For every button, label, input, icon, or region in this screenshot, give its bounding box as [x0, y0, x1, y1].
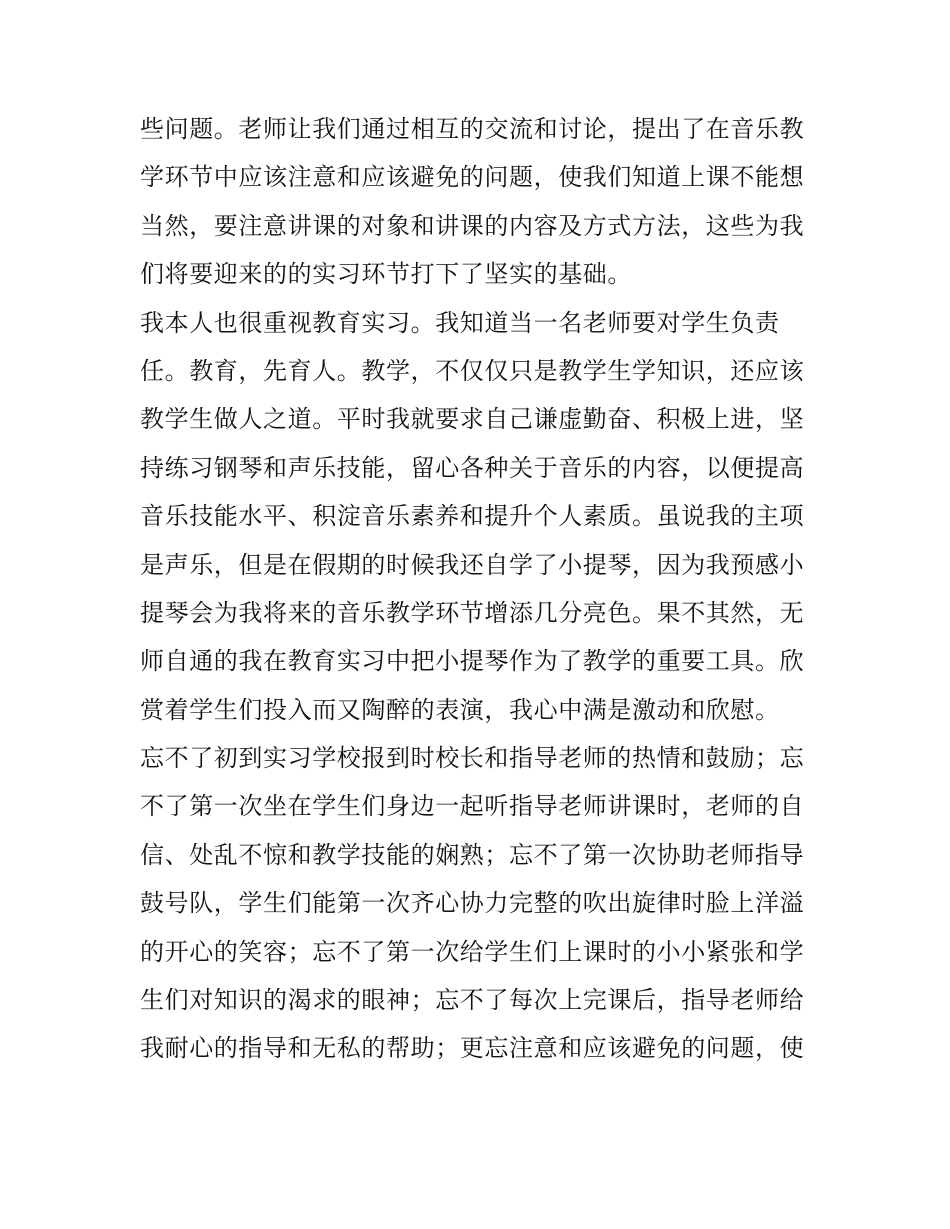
- text-line: 我本人也很重视教育实习。我知道当一名老师要对学生负责: [140, 308, 780, 337]
- text-line: 忘不了初到实习学校报到时校长和指导老师的热情和鼓励；忘: [140, 744, 805, 773]
- text-line: 师自通的我在教育实习中把小提琴作为了教学的重要工具。欣: [140, 647, 805, 676]
- text-line: 信、处乱不惊和教学技能的娴熟；忘不了第一次协助老师指导: [140, 840, 805, 869]
- text-line: 是声乐，但是在假期的时候我还自学了小提琴，因为我预感小: [140, 550, 805, 579]
- text-line: 鼓号队，学生们能第一次齐心协力完整的吹出旋律时脸上洋溢: [140, 889, 805, 918]
- text-line: 学环节中应该注意和应该避免的问题，使我们知道上课不能想: [140, 163, 805, 192]
- text-line: 提琴会为我将来的音乐教学环节增添几分亮色。果不其然，无: [140, 598, 805, 627]
- text-line: 们将要迎来的的实习环节打下了坚实的基础。: [140, 260, 632, 289]
- text-line: 不了第一次坐在学生们身边一起听指导老师讲课时，老师的自: [140, 792, 805, 821]
- text-line: 些问题。老师让我们通过相互的交流和讨论，提出了在音乐教: [140, 115, 805, 143]
- text-line: 持练习钢琴和声乐技能，留心各种关于音乐的内容，以便提高: [140, 453, 805, 482]
- text-line: 的开心的笑容；忘不了第一次给学生们上课时的小小紧张和学: [140, 937, 805, 966]
- text-line: 音乐技能水平、积淀音乐素养和提升个人素质。虽说我的主项: [140, 502, 805, 531]
- text-line: 教学生做人之道。平时我就要求自己谦虚勤奋、积极上进，坚: [140, 405, 805, 434]
- text-line: 任。教育，先育人。教学，不仅仅只是教学生学知识，还应该: [140, 356, 805, 385]
- text-line: 生们对知识的渴求的眼神；忘不了每次上完课后，指导老师给: [140, 986, 805, 1015]
- text-line: 赏着学生们投入而又陶醉的表演，我心中满是激动和欣慰。: [140, 695, 780, 724]
- text-line: 当然，要注意讲课的对象和讲课的内容及方式方法，这些为我: [140, 211, 805, 240]
- body-text: [140, 105, 812, 1073]
- text-line: 我耐心的指导和无私的帮助；更忘注意和应该避免的问题，使: [140, 1034, 805, 1063]
